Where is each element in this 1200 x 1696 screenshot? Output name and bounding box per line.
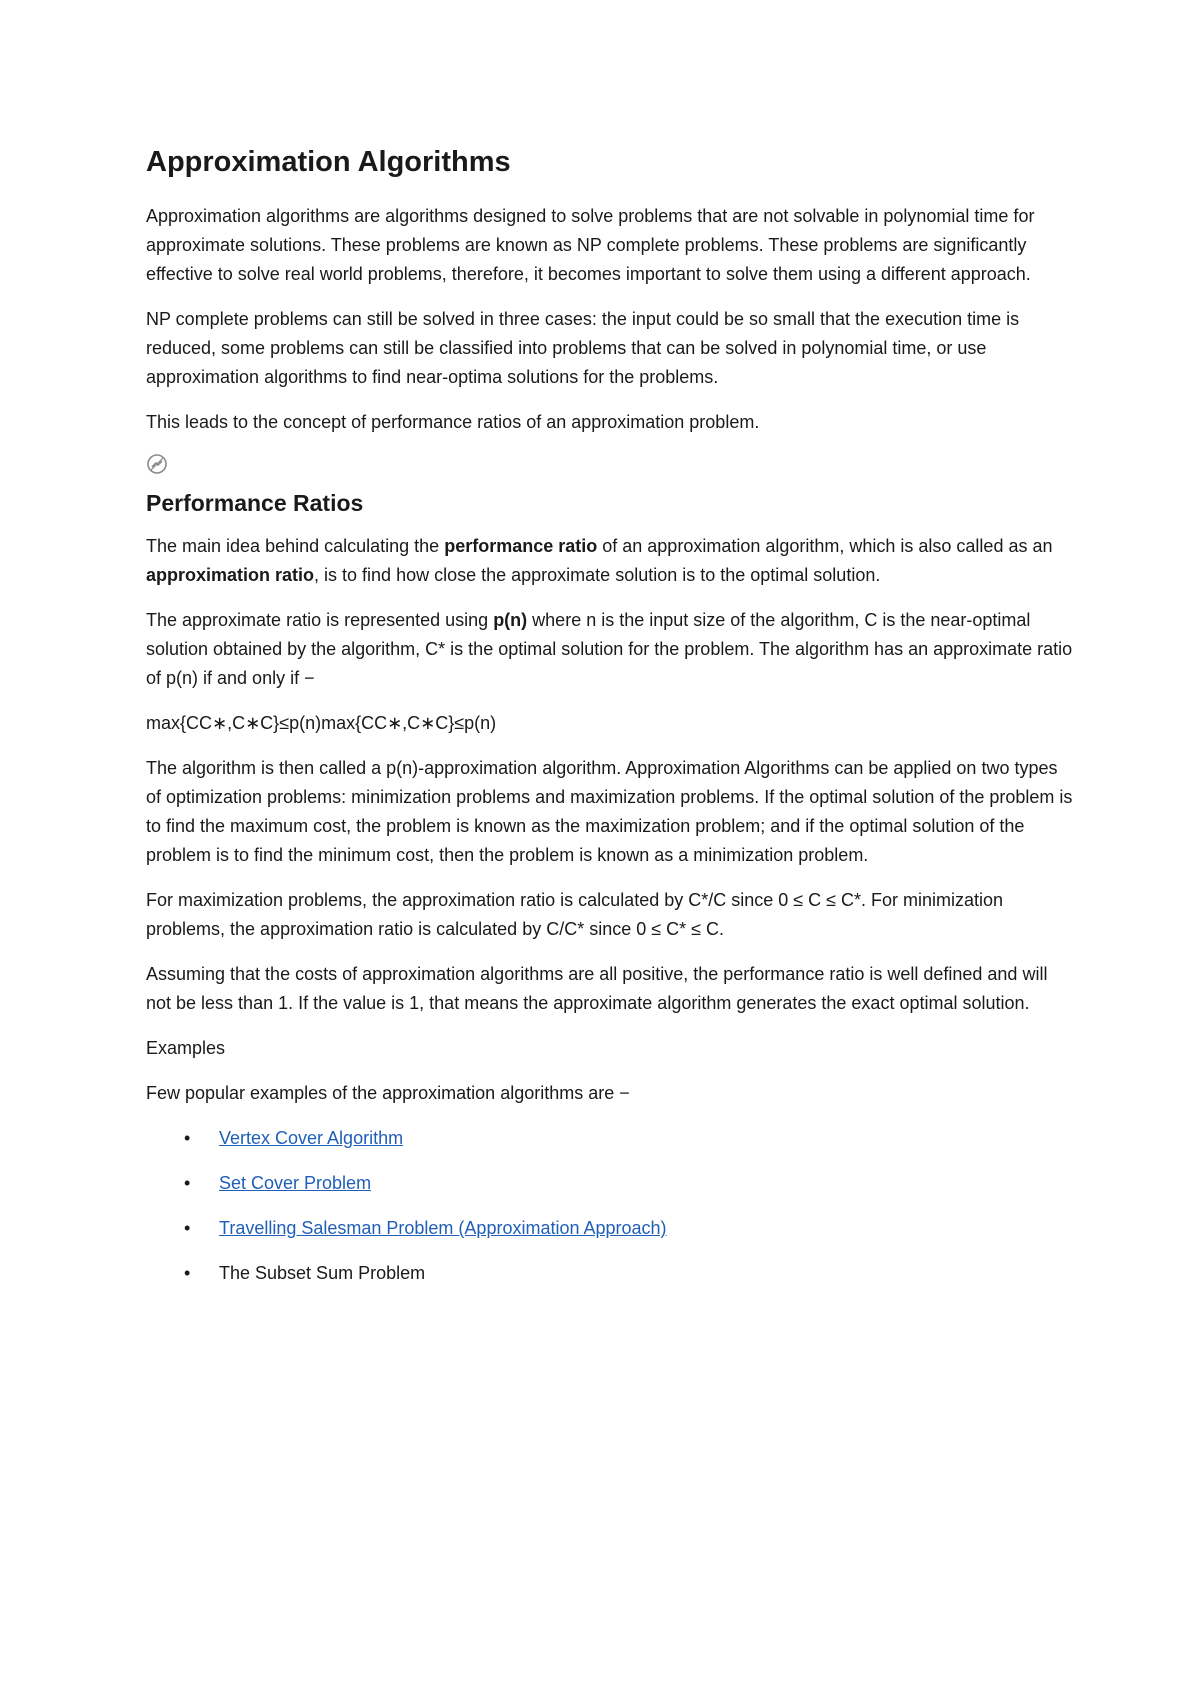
examples-list xyxy=(146,1124,1076,1288)
performance-paragraph-5: Assuming that the costs of approximation algorithms are all positive, the performance ratio is well defined and will not be less than 1. If the value is 1, that means the approximate algorithm generates the exact optimal solution. xyxy=(146,964,1048,1013)
text-run: where n is the input size of the algorithm, C is the near-optimal solution obtained by the algorithm, C* is the optimal solution for the problem. The algorithm has an approximate ratio of p(n) if and only if − xyxy=(146,610,1073,688)
list-item xyxy=(146,1214,1076,1243)
list-item xyxy=(146,1124,1076,1153)
document-content xyxy=(146,144,1076,1304)
bullet-icon: • xyxy=(184,1173,191,1193)
bullet-icon: • xyxy=(184,1128,191,1148)
intro-paragraph-2: NP complete problems can still be solved in three cases: the input could be so small that the execution time is reduced, some problems can still be classified into problems that can be solved in polynomial time, or use approximation algorithms to find near-optima solutions for the problems. xyxy=(146,309,1020,388)
bold-term-pn: p(n) xyxy=(493,610,528,630)
list-item xyxy=(146,1259,1076,1288)
bold-term-performance-ratio: performance ratio xyxy=(444,536,598,556)
text-run: The main idea behind calculating the xyxy=(146,536,445,556)
bullet-icon: • xyxy=(184,1218,191,1238)
intro-paragraph-1: Approximation algorithms are algorithms designed to solve problems that are not solvable in polynomial time for approximate solutions. These problems are known as NP complete problems. These problems are significantly effective to solve real world problems, therefore, it becomes important to solve them using a different approach. xyxy=(146,206,1035,285)
travelling-salesman-link[interactable]: Travelling Salesman Problem (Approximation Approach) xyxy=(219,1218,667,1238)
examples-intro: Few popular examples of the approximation algorithms are − xyxy=(146,1083,630,1103)
performance-paragraph-1 xyxy=(146,532,1076,590)
broken-image-icon xyxy=(146,453,168,475)
examples-label: Examples xyxy=(146,1038,226,1058)
page-title: Approximation Algorithms xyxy=(146,146,511,178)
vertex-cover-link[interactable]: Vertex Cover Algorithm xyxy=(219,1128,404,1148)
text-run: , is to find how close the approximate solution is to the optimal solution. xyxy=(314,565,881,585)
set-cover-link[interactable]: Set Cover Problem xyxy=(219,1173,372,1193)
ratio-formula: max{CC∗,C∗C}≤p(n)max{CC∗,C∗C}≤p(n) xyxy=(146,713,497,733)
bold-term-approximation-ratio: approximation ratio xyxy=(146,565,315,585)
bullet-icon: • xyxy=(184,1263,191,1283)
performance-paragraph-2 xyxy=(146,606,1076,693)
text-run: of an approximation algorithm, which is also called as an xyxy=(597,536,1053,556)
subset-sum-text: The Subset Sum Problem xyxy=(219,1263,426,1283)
performance-paragraph-3: The algorithm is then called a p(n)-approximation algorithm. Approximation Algorithms can be applied on two types of optimization problems: minimization problems and maximization problems. If the optimal solution of the problem is to find the maximum cost, the problem is known as the maximization problem; and if the optimal solution of the problem is to find the minimum cost, then the problem is known as a minimization problem. xyxy=(146,758,1073,865)
section-heading-performance-ratios: Performance Ratios xyxy=(146,490,364,517)
intro-paragraph-3: This leads to the concept of performance ratios of an approximation problem. xyxy=(146,412,760,433)
list-item xyxy=(146,1169,1076,1198)
text-run: The approximate ratio is represented using xyxy=(146,610,494,630)
performance-paragraph-4: For maximization problems, the approximation ratio is calculated by C*/C since 0 ≤ C ≤ C*. For minimization problems, the approximation ratio is calculated by C/C* since 0 ≤ C* ≤ C. xyxy=(146,890,1004,939)
